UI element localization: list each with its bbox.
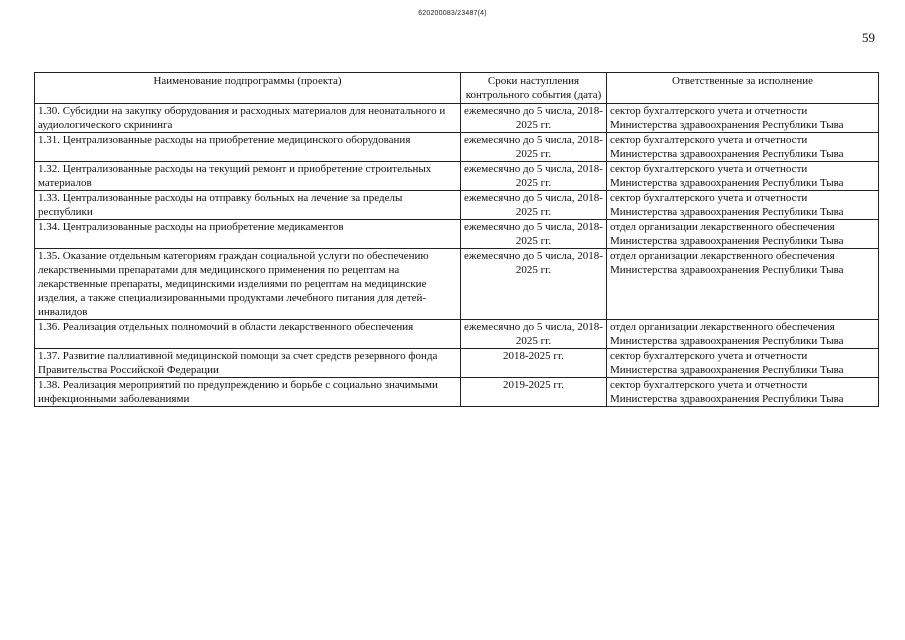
row-term: ежемесячно до 5 числа, 2018-2025 гг. <box>461 162 607 191</box>
row-responsible: сектор бухгалтерского учета и отчетности Министерства здравоохранения Республики Тыва <box>607 349 879 378</box>
row-responsible: отдел организации лекарственного обеспечения Министерства здравоохранения Республики Тыва <box>607 249 879 320</box>
table-row <box>35 220 879 249</box>
table-row <box>35 320 879 349</box>
table-row <box>35 133 879 162</box>
header-term: Сроки наступления контрольного события (дата) <box>461 73 607 104</box>
row-name: 1.31. Централизованные расходы на приобретение медицинского оборудования <box>35 133 461 162</box>
table-row <box>35 249 879 320</box>
row-name: 1.32. Централизованные расходы на текущий ремонт и приобретение строительных материалов <box>35 162 461 191</box>
table-row <box>35 349 879 378</box>
row-name: 1.30. Субсидии на закупку оборудования и расходных материалов для неонатального и аудиологического скрининга <box>35 104 461 133</box>
control-events-table <box>34 72 879 407</box>
row-term: ежемесячно до 5 числа, 2018-2025 гг. <box>461 320 607 349</box>
row-responsible: сектор бухгалтерского учета и отчетности Министерства здравоохранения Республики Тыва <box>607 378 879 407</box>
row-term: ежемесячно до 5 числа, 2018-2025 гг. <box>461 133 607 162</box>
table-header-row <box>35 73 879 104</box>
row-responsible: отдел организации лекарственного обеспечения Министерства здравоохранения Республики Тыва <box>607 220 879 249</box>
row-term: ежемесячно до 5 числа, 2018-2025 гг. <box>461 191 607 220</box>
row-responsible: сектор бухгалтерского учета и отчетности Министерства здравоохранения Республики Тыва <box>607 191 879 220</box>
table-row <box>35 191 879 220</box>
row-term: ежемесячно до 5 числа, 2018-2025 гг. <box>461 104 607 133</box>
row-responsible: отдел организации лекарственного обеспечения Министерства здравоохранения Республики Тыва <box>607 320 879 349</box>
row-term: 2018-2025 гг. <box>461 349 607 378</box>
table-row <box>35 162 879 191</box>
table-row <box>35 104 879 133</box>
row-responsible: сектор бухгалтерского учета и отчетности Министерства здравоохранения Республики Тыва <box>607 104 879 133</box>
row-name: 1.33. Централизованные расходы на отправку больных на лечение за пределы республики <box>35 191 461 220</box>
row-name: 1.34. Централизованные расходы на приобретение медикаментов <box>35 220 461 249</box>
row-name: 1.36. Реализация отдельных полномочий в области лекарственного обеспечения <box>35 320 461 349</box>
row-name: 1.37. Развитие паллиативной медицинской помощи за счет средств резервного фонда Правительства Российской Федерации <box>35 349 461 378</box>
row-term: ежемесячно до 5 числа, 2018-2025 гг. <box>461 249 607 320</box>
row-term: 2019-2025 гг. <box>461 378 607 407</box>
document-code: 620200083/23487(4) <box>418 10 487 17</box>
row-term: ежемесячно до 5 числа, 2018-2025 гг. <box>461 220 607 249</box>
header-responsible: Ответственные за исполнение <box>607 73 879 104</box>
row-responsible: сектор бухгалтерского учета и отчетности Министерства здравоохранения Республики Тыва <box>607 162 879 191</box>
row-responsible: сектор бухгалтерского учета и отчетности Министерства здравоохранения Республики Тыва <box>607 133 879 162</box>
header-name: Наименование подпрограммы (проекта) <box>35 73 461 104</box>
table-row <box>35 378 879 407</box>
page-number: 59 <box>862 30 875 45</box>
row-name: 1.38. Реализация мероприятий по предупреждению и борьбе с социально значимыми инфекционными заболеваниями <box>35 378 461 407</box>
row-name: 1.35. Оказание отдельным категориям граждан социальной услуги по обеспечению лекарственными препаратами для медицинского применения по рецептам на лекарственные препараты, медицинскими изделиями по рецептам на медицинские изделия, а также специализированными продуктами лечебного питания для детей-инвалидов <box>35 249 461 320</box>
